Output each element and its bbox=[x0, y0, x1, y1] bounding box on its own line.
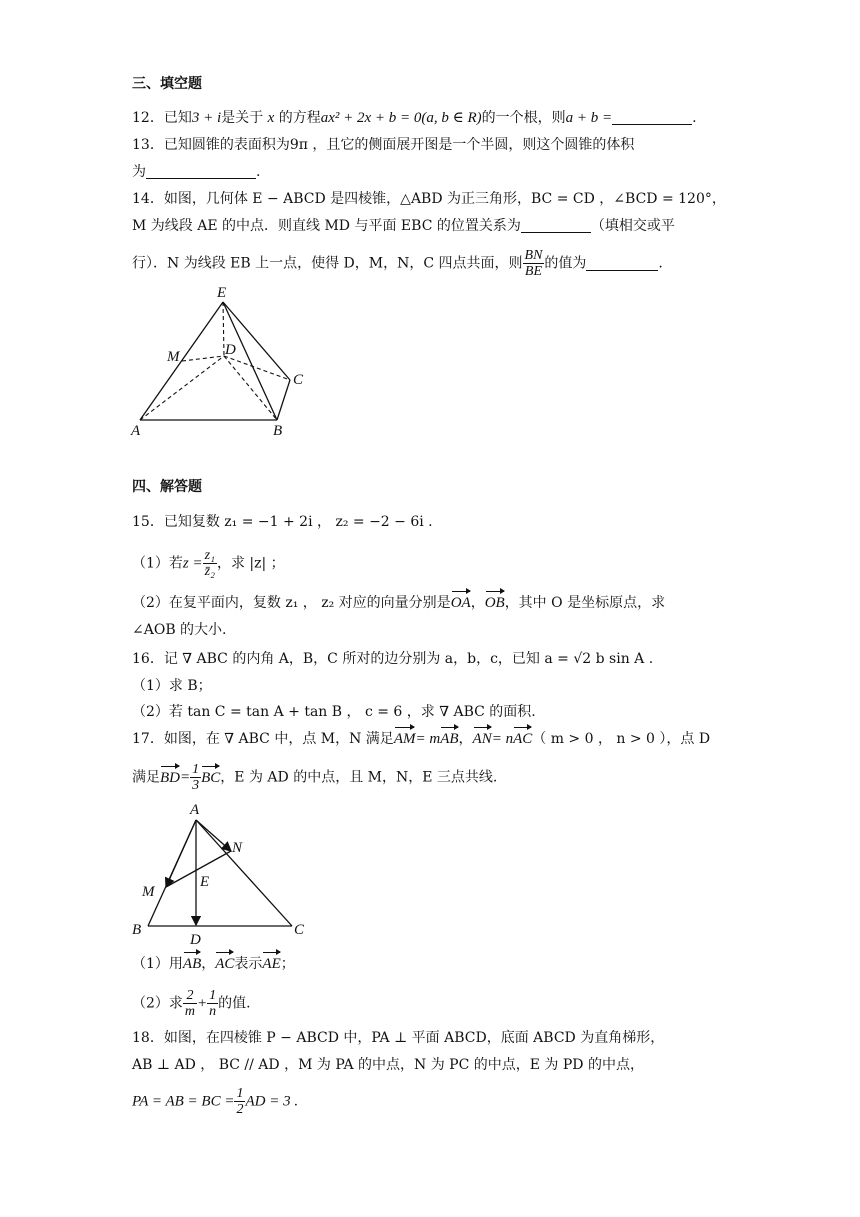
vector-OA: OA bbox=[451, 592, 471, 614]
q17-text: ，E 为 AD 的中点，且 M，N，E 三点共线. bbox=[220, 769, 498, 786]
q17-fraction: $\frac{1}{3}$ bbox=[192, 762, 200, 793]
q13-end: . bbox=[256, 164, 261, 180]
vertex-label: A bbox=[190, 802, 200, 818]
vertex-label: D bbox=[225, 342, 236, 358]
question-18-cont: AB ⊥ AD ， BC // AD ，M 为 PA 的中点，N 为 PC 的中点，E 为 PD 的中点， bbox=[132, 1057, 644, 1073]
q12-end: . bbox=[692, 110, 697, 126]
question-13 bbox=[132, 134, 634, 156]
question-14 bbox=[132, 188, 726, 210]
vertex-label: A bbox=[131, 423, 141, 439]
vector-AM: AM bbox=[394, 728, 416, 750]
question-15-part1 bbox=[132, 548, 285, 579]
vector-BD: BD bbox=[160, 767, 180, 789]
q18-expr: AD = 3 . bbox=[245, 1093, 299, 1110]
question-12 bbox=[132, 107, 697, 129]
q14-text: （填相交或平 bbox=[590, 218, 675, 234]
question-18 bbox=[132, 1027, 664, 1049]
triangle-figure bbox=[128, 798, 328, 948]
q14-fraction: $\frac{BN}{BE}$ bbox=[524, 248, 543, 279]
q17-expr: + bbox=[197, 995, 208, 1012]
q17-expr: = n bbox=[491, 731, 514, 747]
q15-text: ，其中 O 是坐标原点，求 bbox=[504, 595, 666, 611]
question-15-part2: （2）在复平面内，复数 z₁ ， z₂ 对应的向量分别是OA，OB，其中 O 是坐标原点，求 bbox=[132, 592, 665, 614]
q15-expr: z = bbox=[182, 555, 203, 572]
vector-AC: AC bbox=[215, 953, 234, 975]
vertex-label: E bbox=[200, 874, 210, 890]
vertex-label: C bbox=[294, 922, 305, 938]
q12-text: 的一个根，则 bbox=[481, 110, 566, 126]
vector-AC: AC bbox=[513, 728, 532, 750]
vertex-label: D bbox=[190, 932, 201, 948]
q17-text: 的值. bbox=[218, 995, 251, 1012]
q17-fraction: $\frac{2}{m}$ bbox=[184, 988, 196, 1019]
q17-expr: = bbox=[180, 769, 191, 786]
edge-BC bbox=[277, 380, 290, 420]
section-title-solutions: 四、解答题 bbox=[132, 479, 202, 495]
question-14-cont bbox=[132, 215, 675, 237]
vector-OB: OB bbox=[485, 592, 505, 614]
edge-EA bbox=[140, 302, 223, 420]
vertex-label: M bbox=[167, 349, 180, 365]
q17-text: （2）求 bbox=[132, 995, 183, 1012]
side-AC bbox=[196, 820, 292, 926]
question-16 bbox=[132, 648, 653, 670]
q13-text: 为 bbox=[132, 164, 146, 180]
q15-text: （2）在复平面内，复数 z₁ ， z₂ 对应的向量分别是 bbox=[132, 595, 451, 611]
question-18-cont bbox=[132, 1086, 298, 1117]
q16-number: 16． bbox=[132, 651, 164, 667]
question-16-part1: （1）求 B； bbox=[132, 678, 212, 694]
question-17-cont bbox=[132, 762, 497, 793]
question-14-cont bbox=[132, 248, 663, 279]
q17-text: ， bbox=[458, 731, 473, 747]
answer-blank[interactable] bbox=[146, 164, 256, 179]
vertex-label: E bbox=[217, 285, 227, 301]
edge-EC bbox=[223, 302, 290, 380]
q17-expr: = m bbox=[415, 731, 441, 747]
question-15 bbox=[132, 511, 433, 533]
q17-text: ， bbox=[201, 956, 216, 972]
q17-text: 如图，在 ∇ ABC 中，点 M，N 满足 bbox=[163, 731, 394, 747]
vector-AE: AE bbox=[262, 953, 280, 975]
q17-text: 满足 bbox=[132, 769, 160, 786]
q18-number: 18． bbox=[132, 1030, 164, 1046]
q14-text: M 为线段 AE 的中点．则直线 MD 与平面 EBC 的位置关系为 bbox=[132, 218, 521, 234]
q12-expr: a + b = bbox=[565, 110, 613, 126]
q12-text: 的方程 bbox=[278, 110, 321, 126]
question-17-part1 bbox=[132, 953, 295, 975]
q14-text: 的值为 bbox=[544, 255, 587, 272]
edge-ED bbox=[223, 302, 224, 356]
vertex-label: B bbox=[273, 423, 283, 439]
q12-expr: 3 + i bbox=[191, 110, 222, 126]
q16-text: 记 ∇ ABC 的内角 A，B，C 所对的边分别为 a，b，c，已知 a = √2 b sin A . bbox=[163, 651, 654, 667]
vertex-label: C bbox=[293, 372, 304, 388]
q14-number: 14． bbox=[132, 191, 164, 207]
q17-text: ； bbox=[280, 956, 295, 972]
q17-text: （ m > 0 ， n > 0 ），点 D bbox=[532, 731, 711, 747]
vector-BC: BC bbox=[201, 767, 220, 789]
vector-AB: AB bbox=[440, 728, 458, 750]
vector-AM bbox=[166, 820, 196, 887]
q15-fraction: $\frac{\text{z₁}}{\text{z̄₂}}$ bbox=[204, 548, 215, 579]
q18-fraction: $\frac{1}{2}$ bbox=[236, 1086, 244, 1117]
q17-text: （1）用 bbox=[132, 956, 183, 972]
q12-text: 是关于 bbox=[221, 110, 264, 126]
q15-text: （1）若 bbox=[132, 555, 183, 572]
q17-fraction: $\frac{1}{n}$ bbox=[209, 988, 217, 1019]
vertex-label: B bbox=[132, 922, 142, 938]
question-17-part2 bbox=[132, 988, 251, 1019]
vector-AN: AN bbox=[473, 728, 492, 750]
vector-AB: AB bbox=[183, 953, 201, 975]
q12-text: 已知 bbox=[163, 110, 192, 126]
question-15-part2-cont bbox=[132, 619, 227, 641]
answer-blank[interactable] bbox=[586, 256, 658, 271]
q15-text: 已知复数 z₁ = −1 + 2i ， z₂ = −2 − 6i . bbox=[163, 514, 433, 530]
q18-expr: PA = AB = BC = bbox=[132, 1093, 235, 1110]
q14-text: 如图，几何体 E − ABCD 是四棱锥，△ABD 为正三角形，BC = CD ，∠BCD = 120°， bbox=[163, 191, 726, 207]
answer-blank[interactable] bbox=[521, 218, 591, 233]
question-16-part2: （2）若 tan C = tan A + tan B ， c = 6 ，求 ∇ ABC 的面积. bbox=[132, 704, 536, 720]
q12-var: x bbox=[267, 110, 275, 126]
q15-text: ，求 |z| ； bbox=[216, 555, 285, 572]
question-13-cont bbox=[132, 161, 260, 183]
q17-number: 17． bbox=[132, 731, 164, 747]
vertex-label: N bbox=[232, 840, 243, 856]
segment-MN bbox=[166, 851, 231, 887]
question-17 bbox=[132, 728, 710, 750]
answer-blank[interactable] bbox=[612, 110, 692, 125]
q12-equation: ax² + 2x + b = 0(a, b ∈ R) bbox=[320, 110, 482, 126]
vector-AN bbox=[196, 820, 231, 851]
section-title-fill-in: 三、填空题 bbox=[132, 76, 202, 92]
pyramid-figure bbox=[125, 282, 325, 442]
q15-number: 15． bbox=[132, 514, 164, 530]
q13-number: 13． bbox=[132, 137, 164, 153]
q17-text: 表示 bbox=[234, 956, 263, 972]
q18-text: 如图，在四棱锥 P − ABCD 中，PA ⊥ 平面 ABCD，底面 ABCD 为直角梯形， bbox=[163, 1030, 665, 1046]
edge-EB bbox=[223, 302, 277, 420]
q12-number: 12． bbox=[132, 110, 164, 126]
q13-text: 已知圆锥的表面积为9π ，且它的侧面展开图是一个半圆，则这个圆锥的体积 bbox=[163, 137, 635, 153]
edge-AD bbox=[140, 356, 224, 420]
q14-end: . bbox=[658, 255, 663, 272]
q14-text: 行）．N 为线段 EB 上一点，使得 D，M，N，C 四点共面，则 bbox=[132, 255, 523, 272]
vertex-label: M bbox=[142, 884, 155, 900]
q15-text: ∠AOB 的大小. bbox=[132, 622, 227, 638]
